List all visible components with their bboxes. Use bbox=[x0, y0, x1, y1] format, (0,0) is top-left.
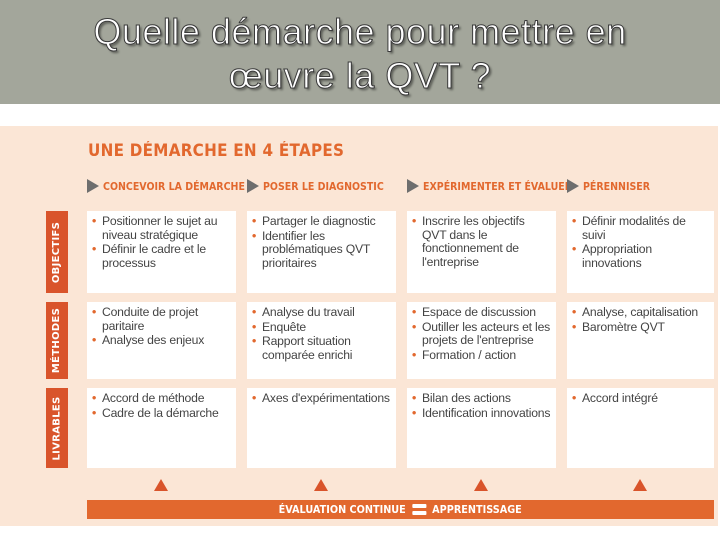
column-header-2 bbox=[247, 178, 403, 194]
cell-objectifs-concevoir bbox=[87, 211, 236, 293]
cell-objectifs-perenniser bbox=[567, 211, 714, 293]
list-item: • Accord intégré bbox=[572, 392, 710, 406]
footer-right-label: APPRENTISSAGE bbox=[432, 503, 523, 516]
column-header-label: EXPÉRIMENTER ET ÉVALUER bbox=[423, 179, 573, 193]
footer-left-label: ÉVALUATION CONTINUE bbox=[278, 503, 407, 516]
list-item: • Accord de méthode bbox=[92, 392, 232, 406]
equals-icon bbox=[412, 504, 426, 515]
slide-title bbox=[0, 10, 720, 98]
row-tab-objectifs bbox=[46, 211, 68, 293]
list-item: • Définir modalités de suivi bbox=[572, 215, 710, 242]
list-item: • Espace de discussion bbox=[412, 306, 552, 320]
column-header-4 bbox=[567, 178, 661, 194]
row-tab-methodes bbox=[46, 302, 68, 379]
list-item: • Analyse, capitalisation bbox=[572, 306, 710, 320]
list-item: • Outiller les acteurs et les projets de l'entreprise bbox=[412, 321, 552, 348]
arrow-icon bbox=[247, 179, 259, 193]
row-label: LIVRABLES bbox=[51, 396, 63, 460]
slide-title-line-1: Quelle démarche pour mettre en bbox=[93, 11, 627, 52]
column-header-1 bbox=[87, 178, 268, 194]
list-item: • Appropriation innovations bbox=[572, 243, 710, 270]
arrow-icon bbox=[407, 179, 419, 193]
list-item: • Bilan des actions bbox=[412, 392, 552, 406]
arrow-icon bbox=[87, 179, 99, 193]
cell-livrables-diagnostic bbox=[247, 388, 396, 468]
list-item: • Baromètre QVT bbox=[572, 321, 710, 335]
row-tab-livrables bbox=[46, 388, 68, 468]
cell-methodes-perenniser bbox=[567, 302, 714, 379]
footer-bar bbox=[87, 500, 714, 519]
list-item: • Inscrire les objectifs QVT dans le fonctionnement de l'entreprise bbox=[412, 215, 552, 269]
list-item: • Enquête bbox=[252, 321, 392, 335]
list-item: • Positionner le sujet au niveau stratégique bbox=[92, 215, 232, 242]
arrow-icon bbox=[567, 179, 579, 193]
list-item: • Analyse des enjeux bbox=[92, 334, 232, 348]
cell-livrables-concevoir bbox=[87, 388, 236, 468]
list-item: • Identifier les problématiques QVT prioritaires bbox=[252, 230, 392, 271]
list-item: • Cadre de la démarche bbox=[92, 407, 232, 421]
column-header-label: CONCEVOIR LA DÉMARCHE bbox=[103, 179, 245, 193]
list-item: • Partager le diagnostic bbox=[252, 215, 392, 229]
list-item: • Conduite de projet paritaire bbox=[92, 306, 232, 333]
cell-objectifs-experimenter bbox=[407, 211, 556, 293]
list-item: • Axes d'expérimentations bbox=[252, 392, 392, 406]
slide-title-line-2: œuvre la QVT ? bbox=[228, 55, 492, 96]
column-header-label: POSER LE DIAGNOSTIC bbox=[263, 179, 384, 193]
list-item: • Identification innovations bbox=[412, 407, 552, 421]
cell-methodes-concevoir bbox=[87, 302, 236, 379]
list-item: • Rapport situation comparée enrichi bbox=[252, 335, 392, 362]
up-triangle-icon bbox=[154, 479, 168, 491]
list-item: • Définir le cadre et le processus bbox=[92, 243, 232, 270]
cell-livrables-perenniser bbox=[567, 388, 714, 468]
cell-livrables-experimenter bbox=[407, 388, 556, 468]
poster-heading: UNE DÉMARCHE EN 4 ÉTAPES bbox=[88, 141, 345, 160]
cell-methodes-experimenter bbox=[407, 302, 556, 379]
row-label: OBJECTIFS bbox=[51, 221, 63, 283]
row-label: MÉTHODES bbox=[51, 307, 63, 374]
up-triangle-icon bbox=[314, 479, 328, 491]
cell-methodes-diagnostic bbox=[247, 302, 396, 379]
cell-objectifs-diagnostic bbox=[247, 211, 396, 293]
column-header-label: PÉRENNISER bbox=[583, 179, 651, 193]
list-item: • Formation / action bbox=[412, 349, 552, 363]
list-item: • Analyse du travail bbox=[252, 306, 392, 320]
up-triangle-icon bbox=[474, 479, 488, 491]
up-triangle-icon bbox=[633, 479, 647, 491]
